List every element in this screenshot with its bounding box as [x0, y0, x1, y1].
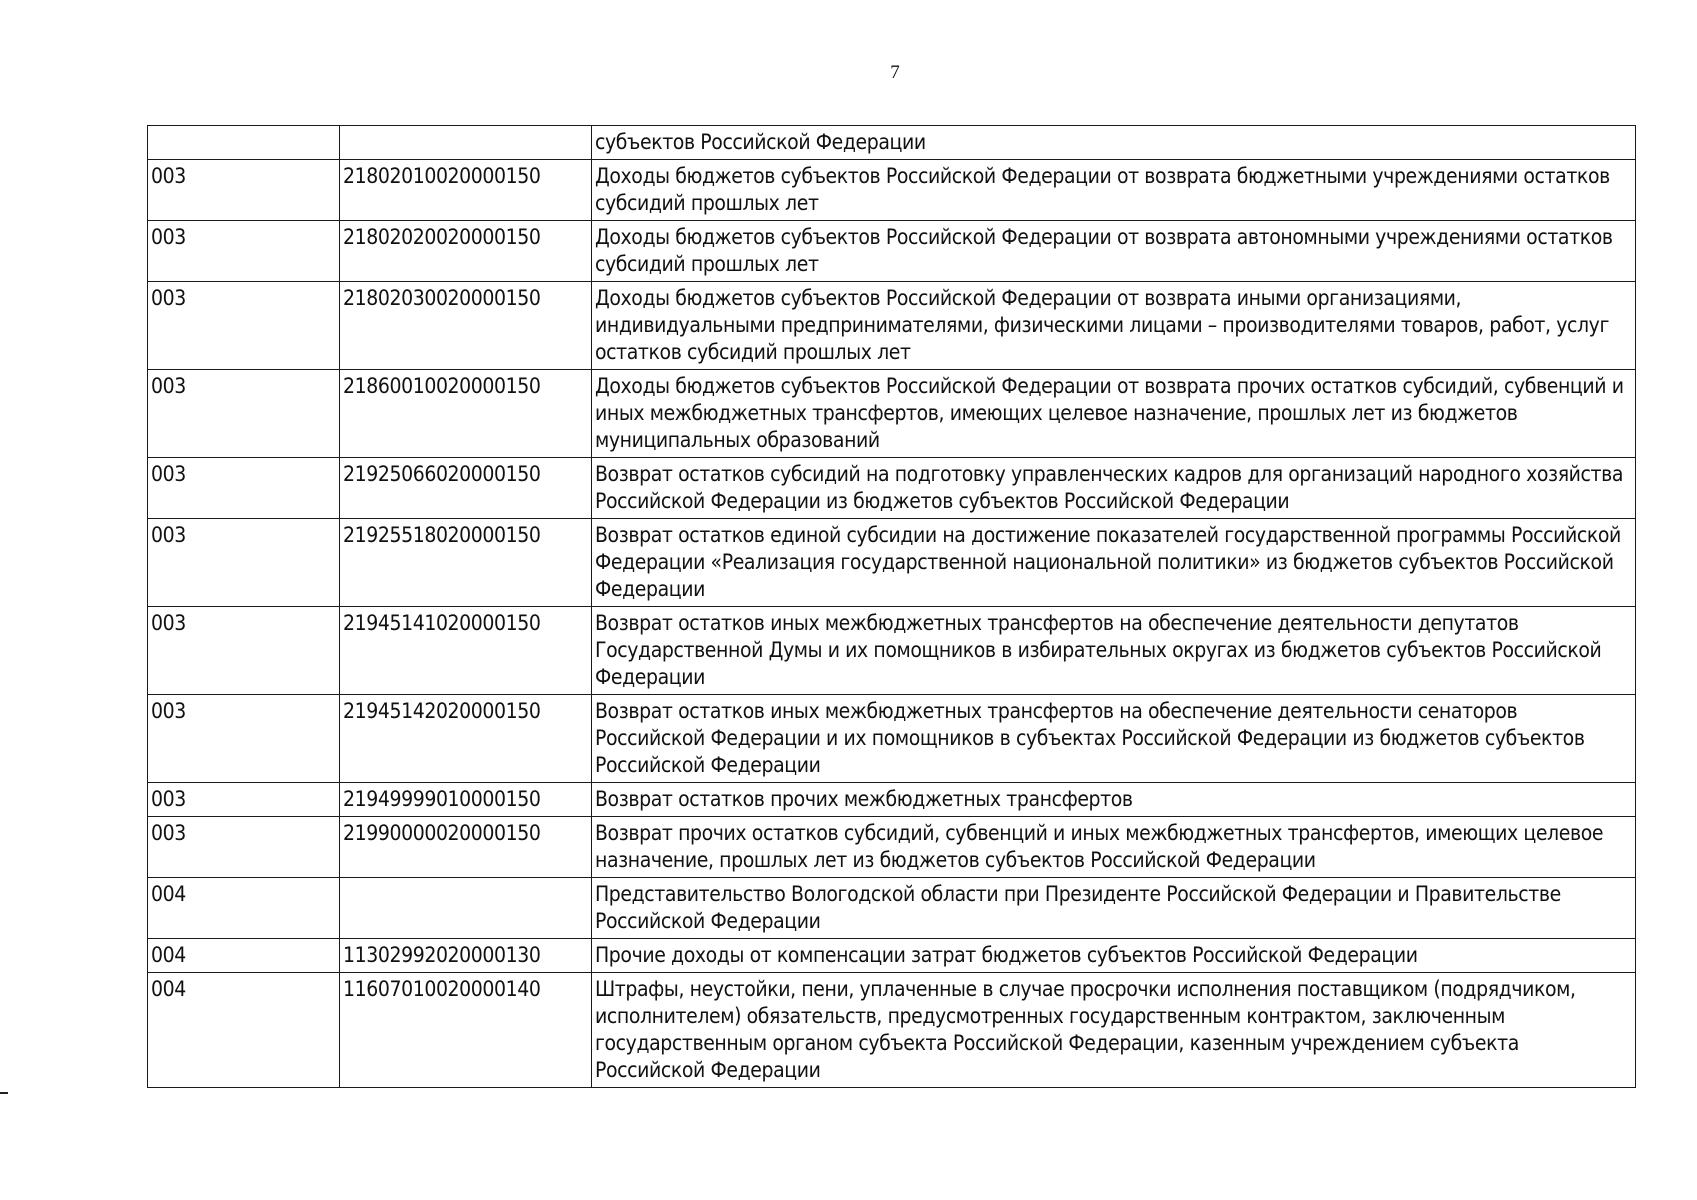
revenue-name-cell: Доходы бюджетов субъектов Российской Федерации от возврата автономными учреждениями остатков субсидий прошлых лет: [592, 221, 1636, 282]
budget-code-cell: 21860010020000150: [340, 370, 592, 458]
revenue-name-cell: Возврат остатков прочих межбюджетных трансфертов: [592, 783, 1636, 817]
budget-code-cell: 11302992020000130: [340, 939, 592, 973]
revenue-name-cell: субъектов Российской Федерации: [592, 126, 1636, 160]
revenue-codes-table: [147, 125, 1636, 1088]
budget-code-cell: 11607010020000140: [340, 973, 592, 1088]
table-row: [148, 607, 1636, 695]
table-row: [148, 370, 1636, 458]
table-row: [148, 783, 1636, 817]
admin-code-cell: [148, 126, 340, 160]
admin-code-cell: 003: [148, 221, 340, 282]
admin-code-cell: 003: [148, 519, 340, 607]
admin-code-cell: 004: [148, 939, 340, 973]
revenue-name-cell: Доходы бюджетов субъектов Российской Федерации от возврата прочих остатков субсидий, субвенций и иных межбюджетных трансфертов, имеющих целевое назначение, прошлых лет из бюджетов муниципальных образований: [592, 370, 1636, 458]
page-number: 7: [890, 62, 900, 83]
revenue-name-cell: Штрафы, неустойки, пени, уплаченные в случае просрочки исполнения поставщиком (подрядчиком, исполнителем) обязательств, предусмотренных государственным контрактом, заключенным государственным органом субъекта Российской Федерации, казенным учреждением субъекта Российской Федерации: [592, 973, 1636, 1088]
table-body: [148, 126, 1636, 1088]
revenue-name-cell: Возврат остатков единой субсидии на достижение показателей государственной программы Российской Федерации «Реализация государственной национальной политики» из бюджетов субъектов Российской Федерации: [592, 519, 1636, 607]
budget-code-cell: 21925066020000150: [340, 458, 592, 519]
budget-code-cell: [340, 878, 592, 939]
admin-code-cell: 003: [148, 607, 340, 695]
budget-code-cell: 21990000020000150: [340, 817, 592, 878]
admin-code-cell: 003: [148, 370, 340, 458]
admin-code-cell: 003: [148, 783, 340, 817]
admin-code-cell: 003: [148, 282, 340, 370]
table-row: [148, 878, 1636, 939]
table-row: [148, 458, 1636, 519]
budget-code-cell: 21802020020000150: [340, 221, 592, 282]
budget-code-cell: 21949999010000150: [340, 783, 592, 817]
admin-code-cell: 003: [148, 160, 340, 221]
revenue-name-cell: Прочие доходы от компенсации затрат бюджетов субъектов Российской Федерации: [592, 939, 1636, 973]
admin-code-cell: 003: [148, 695, 340, 783]
table-row: [148, 221, 1636, 282]
budget-code-cell: 21802030020000150: [340, 282, 592, 370]
revenue-name-cell: Возврат остатков субсидий на подготовку управленческих кадров для организаций народного хозяйства Российской Федерации из бюджетов субъектов Российской Федерации: [592, 458, 1636, 519]
revenue-name-cell: Возврат остатков иных межбюджетных трансфертов на обеспечение деятельности депутатов Государственной Думы и их помощников в избирательных округах из бюджетов субъектов Российской Федерации: [592, 607, 1636, 695]
admin-code-cell: 003: [148, 458, 340, 519]
table-row: [148, 817, 1636, 878]
table-row: [148, 695, 1636, 783]
table-row: [148, 282, 1636, 370]
admin-code-cell: 004: [148, 973, 340, 1088]
table-row: [148, 126, 1636, 160]
table-row: [148, 160, 1636, 221]
table-row: [148, 973, 1636, 1088]
admin-code-cell: 004: [148, 878, 340, 939]
budget-code-cell: 21945141020000150: [340, 607, 592, 695]
table-row: [148, 939, 1636, 973]
revenue-name-cell: Доходы бюджетов субъектов Российской Федерации от возврата бюджетными учреждениями остатков субсидий прошлых лет: [592, 160, 1636, 221]
budget-code-cell: 21925518020000150: [340, 519, 592, 607]
margin-mark: [0, 1092, 8, 1094]
table-row: [148, 519, 1636, 607]
budget-code-cell: [340, 126, 592, 160]
revenue-name-cell: Доходы бюджетов субъектов Российской Федерации от возврата иными организациями, индивидуальными предпринимателями, физическими лицами – производителями товаров, работ, услуг остатков субсидий прошлых лет: [592, 282, 1636, 370]
revenue-name-cell: Представительство Вологодской области при Президенте Российской Федерации и Правительстве Российской Федерации: [592, 878, 1636, 939]
budget-code-cell: 21802010020000150: [340, 160, 592, 221]
revenue-name-cell: Возврат остатков иных межбюджетных трансфертов на обеспечение деятельности сенаторов Российской Федерации и их помощников в субъектах Российской Федерации из бюджетов субъектов Российской Федерации: [592, 695, 1636, 783]
revenue-name-cell: Возврат прочих остатков субсидий, субвенций и иных межбюджетных трансфертов, имеющих целевое назначение, прошлых лет из бюджетов субъектов Российской Федерации: [592, 817, 1636, 878]
budget-code-cell: 21945142020000150: [340, 695, 592, 783]
admin-code-cell: 003: [148, 817, 340, 878]
